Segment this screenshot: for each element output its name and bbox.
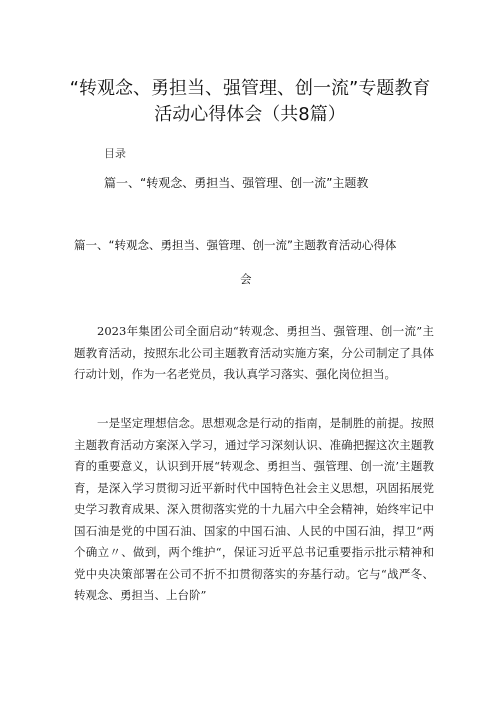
toc-item[interactable]: 篇一、“转观念、勇担当、强管理、创一流”主题教	[104, 176, 369, 190]
section-title-continuation: 会	[240, 272, 252, 286]
toc-label: 目录	[104, 147, 126, 160]
document-title-line-2: 活动心得体会（共8篇）	[154, 104, 346, 125]
body-paragraph: 一是坚定理想信念。思想观念是行动的指南，是制胜的前提。按照主题教育活动方案深入学习，通过学习深刻认识、准确把握这次主题教育的重要意义，认识到开展“转观念、勇担当、强管理、创一流’主题教育，是深入学习贯彻习近平新时代中国特色社会主义思想，巩固拓展党史学习教育成果、深入贯彻落实党的十九届六中全会精神，始终牢记中国石油是党的中国石油、国家的中国石油、人民的中国石油，捍卫“两个确立〃、做到，两个维护“，保证习近平总书记重要指示批示精神和党中央决策部署在公司不折不扣贯彻落实的夯基行动。它与“战严冬、转观念、勇担当、上台阶”	[74, 416, 434, 602]
document-title-line-1: “转观念、勇担当、强管理、创一流”专题教育	[69, 78, 431, 99]
body-paragraph: 2023年集团公司全面启动“转观念、勇担当、强管理、创一流”主题教育活动，按照东北公司主题教育活动实施方案，分公司制定了具体行动计划，作为一名老党员，我认真学习落实、强化岗位担当。	[74, 324, 434, 381]
section-title: 篇一、“转观念、勇担当、强管理、创一流”主题教育活动心得体	[74, 238, 397, 252]
